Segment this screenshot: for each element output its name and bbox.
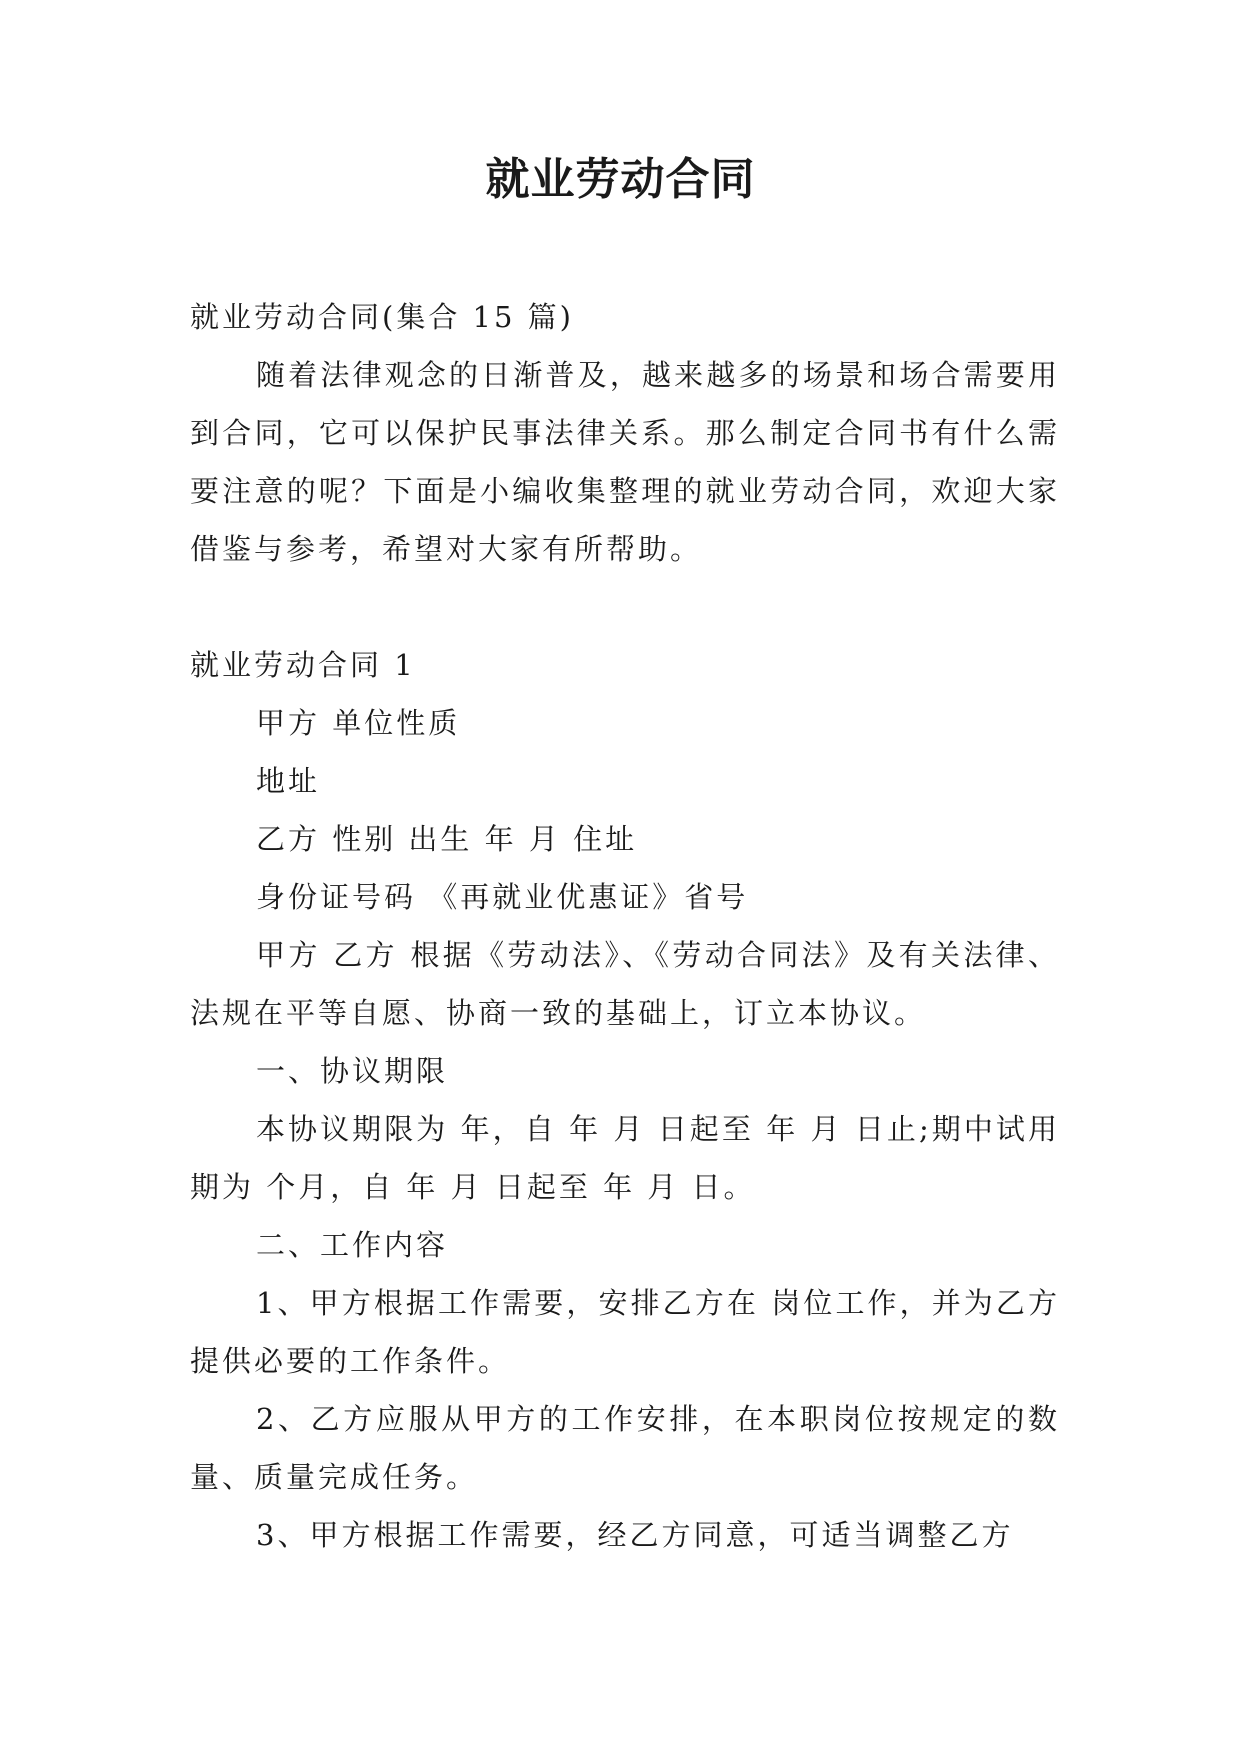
- clause2-item-1: 1、甲方根据工作需要，安排乙方在 岗位工作，并为乙方提供必要的工作条件。: [190, 1286, 1060, 1378]
- clause1-heading: 一、协议期限: [256, 1054, 449, 1088]
- address-line: 地址: [256, 764, 321, 798]
- clause2-item-3: 3、甲方根据工作需要，经乙方同意，可适当调整乙方: [256, 1518, 1014, 1552]
- basis-paragraph: 甲方 乙方 根据《劳动法》、《劳动合同法》及有关法律、法规在平等自愿、协商一致的基础上，订立本协议。: [190, 938, 1060, 1030]
- party-a-line: 甲方 单位性质: [256, 706, 461, 740]
- id-line: 身份证号码 《再就业优惠证》省号: [256, 880, 749, 914]
- clause2-heading: 二、工作内容: [256, 1228, 449, 1262]
- clause1-text: 本协议期限为 年，自 年 月 日起至 年 月 日止;期中试用期为 个月，自 年 月 日起至 年 月 日。: [190, 1112, 1060, 1204]
- section-heading: 就业劳动合同 1: [190, 648, 416, 682]
- document-title: 就业劳动合同: [485, 154, 756, 205]
- document-subtitle: 就业劳动合同(集合 15 篇): [190, 300, 574, 334]
- clause2-item-2: 2、乙方应服从甲方的工作安排，在本职岗位按规定的数量、质量完成任务。: [190, 1402, 1060, 1494]
- intro-paragraph: 随着法律观念的日渐普及，越来越多的场景和场合需要用到合同，它可以保护民事法律关系。那么制定合同书有什么需要注意的呢？下面是小编收集整理的就业劳动合同，欢迎大家借鉴与参考，希望对大家有所帮助。: [190, 358, 1060, 566]
- paragraph-gap: [190, 578, 1060, 636]
- document-body: [190, 288, 1060, 1564]
- party-b-line: 乙方 性别 出生 年 月 住址: [256, 822, 638, 856]
